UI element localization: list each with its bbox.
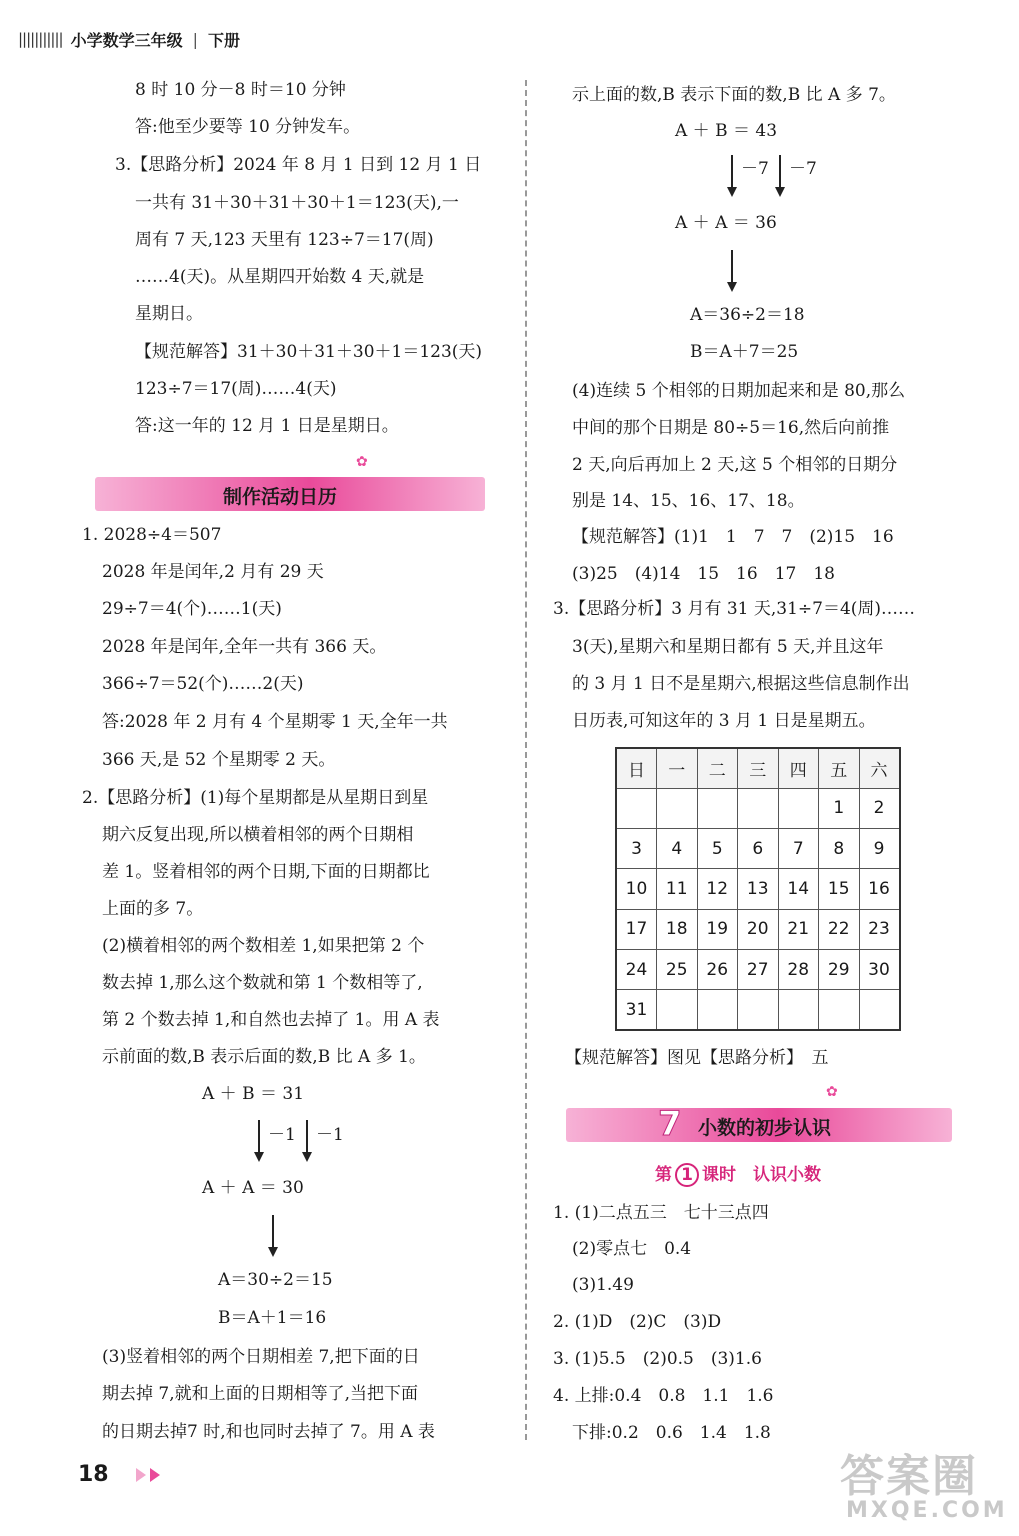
calendar-cell: 8 [819, 829, 860, 869]
text-line: 周有 7 天,123 天里有 123÷7＝17(周) [135, 230, 434, 250]
text-line: 2. (1)D (2)C (3)D [553, 1312, 722, 1332]
calendar-cell [778, 788, 819, 828]
text-line: 3.【思路分析】3 月有 31 天,31÷7＝4(周)…… [553, 599, 916, 619]
calendar-cell: 1 [819, 788, 860, 828]
text-line: (2)横着相邻的两个数相差 1,如果把第 2 个 [102, 936, 425, 956]
page-header [18, 26, 240, 52]
calendar-cell [819, 990, 860, 1030]
calendar-cell: 3 [616, 829, 657, 869]
text-line: 3.【思路分析】2024 年 8 月 1 日到 12 月 1 日 [115, 155, 482, 175]
header-separator: | [192, 29, 198, 49]
calendar-cell: 15 [819, 869, 860, 909]
calendar-cell: 4 [657, 829, 698, 869]
calendar-cell: 7 [778, 829, 819, 869]
equation: A＝36÷2＝18 [690, 305, 805, 325]
calendar-row [616, 990, 900, 1030]
calendar-header-cell: 一 [657, 748, 698, 788]
text-line: 的日期去掉7 时,和也同时去掉了 7。用 A 表 [102, 1422, 435, 1442]
column-divider [525, 80, 527, 1440]
text-line: 上面的多 7。 [102, 899, 204, 919]
calendar-cell: 12 [697, 869, 738, 909]
header-volume: 下册 [208, 30, 241, 50]
text-line: 366÷7＝52(个)……2(天) [102, 674, 304, 694]
header-barcode-marks: ||||||||||| [18, 30, 63, 48]
calendar-header-cell: 日 [616, 748, 657, 788]
calendar-table [615, 747, 901, 1031]
text-line: (3)竖着相邻的两个日期相差 7,把下面的日 [102, 1347, 420, 1367]
watermark-url: MXQE.COM [846, 1498, 1008, 1523]
calendar-cell: 14 [778, 869, 819, 909]
text-line: ……4(天)。从星期四开始数 4 天,就是 [135, 267, 425, 287]
calendar-cell: 9 [859, 829, 900, 869]
calendar-header-cell: 二 [697, 748, 738, 788]
calendar-cell: 28 [778, 949, 819, 989]
calendar-header-cell: 六 [859, 748, 900, 788]
text-line: 的 3 月 1 日不是星期六,根据这些信息制作出 [572, 674, 910, 694]
text-line: 123÷7＝17(周)……4(天) [135, 379, 337, 399]
text-line: 2 天,向后再加上 2 天,这 5 个相邻的日期分 [572, 455, 898, 475]
calendar-cell: 16 [859, 869, 900, 909]
triangle-icon [136, 1468, 146, 1482]
lesson-number-badge: 1 [675, 1163, 699, 1187]
text-line: 【规范解答】图见【思路分析】 五 [565, 1048, 829, 1068]
text-line: 别是 14、15、16、17、18。 [572, 491, 805, 511]
arrow-down-icon [272, 1215, 274, 1255]
watermark-logo [840, 1440, 1008, 1523]
calendar-row [616, 829, 900, 869]
lesson-prefix: 第 [655, 1165, 672, 1185]
text-line: 下排:0.2 0.6 1.4 1.8 [572, 1423, 771, 1443]
calendar-header-cell: 五 [819, 748, 860, 788]
section-banner [95, 477, 485, 511]
text-line: 期去掉 7,就和上面的日期相等了,当把下面 [102, 1384, 419, 1404]
calendar-cell [778, 990, 819, 1030]
text-line: 2028 年是闰年,全年一共有 366 天。 [102, 637, 387, 657]
calendar-cell: 25 [657, 949, 698, 989]
calendar-header-cell: 四 [778, 748, 819, 788]
arrow-down-icon [731, 250, 733, 290]
equation: A＝30÷2＝15 [218, 1270, 333, 1290]
calendar-cell [738, 788, 779, 828]
text-line: 4. 上排:0.4 0.8 1.1 1.6 [553, 1386, 774, 1406]
calendar-cell: 22 [819, 909, 860, 949]
chapter-number: 7 [658, 1104, 682, 1144]
calendar-cell [616, 788, 657, 828]
text-line: 期六反复出现,所以横着相邻的两个日期相 [102, 825, 414, 845]
text-line: 2.【思路分析】(1)每个星期都是从星期日到星 [82, 788, 429, 808]
text-line: 【规范解答】(1)1 1 7 7 (2)15 16 [572, 527, 894, 547]
calendar-cell: 29 [819, 949, 860, 989]
text-line: 1. (1)二点五三 七十三点四 [553, 1203, 769, 1223]
calendar-cell [657, 788, 698, 828]
calendar-header-row [616, 748, 900, 788]
equation-annotation: －7 [741, 159, 769, 179]
equation-annotation: －1 [316, 1125, 344, 1145]
calendar-row [616, 788, 900, 828]
text-line: 答:他至少要等 10 分钟发车。 [135, 117, 361, 137]
calendar-cell: 21 [778, 909, 819, 949]
equation: B＝A＋1＝16 [218, 1308, 327, 1328]
text-line: 数去掉 1,那么这个数就和第 1 个数相等了, [102, 973, 423, 993]
calendar-cell [697, 990, 738, 1030]
arrow-down-icon [779, 155, 781, 195]
text-line: 8 时 10 分－8 时＝10 分钟 [135, 80, 346, 100]
equation: B＝A＋7＝25 [690, 342, 799, 362]
text-line: 日历表,可知这年的 3 月 1 日是星期五。 [572, 711, 876, 731]
calendar-cell: 6 [738, 829, 779, 869]
arrow-down-icon [306, 1120, 308, 1160]
text-line: (3)1.49 [572, 1275, 634, 1295]
text-line: 29÷7＝4(个)……1(天) [102, 599, 282, 619]
calendar-cell [859, 990, 900, 1030]
calendar-cell: 30 [859, 949, 900, 989]
calendar-cell: 20 [738, 909, 779, 949]
text-line: (4)连续 5 个相邻的日期加起来和是 80,那么 [572, 381, 906, 401]
text-line: 答:这一年的 12 月 1 日是星期日。 [135, 416, 399, 436]
calendar-cell: 17 [616, 909, 657, 949]
text-line: (2)零点七 0.4 [572, 1239, 692, 1259]
calendar-row [616, 869, 900, 909]
calendar-cell [697, 788, 738, 828]
text-line: 1. 2028÷4＝507 [82, 525, 222, 545]
equation-annotation: －1 [268, 1125, 296, 1145]
text-line: 【规范解答】31＋30＋31＋30＋1＝123(天) [135, 342, 483, 362]
calendar-cell: 19 [697, 909, 738, 949]
text-line: 2028 年是闰年,2 月有 29 天 [102, 562, 324, 582]
arrow-down-icon [258, 1120, 260, 1160]
text-line: 星期日。 [135, 304, 203, 324]
equation: A ＋ A ＝ 30 [202, 1178, 304, 1198]
page-number: 18 [78, 1462, 109, 1487]
equation: A ＋ B ＝ 43 [675, 121, 778, 141]
header-book-title: 小学数学三年级 [70, 30, 183, 50]
text-line: 示上面的数,B 表示下面的数,B 比 A 多 7。 [572, 85, 896, 105]
lesson-title: 课时 认识小数 [702, 1165, 821, 1185]
calendar-cell: 26 [697, 949, 738, 989]
text-line: 答:2028 年 2 月有 4 个星期零 1 天,全年一共 [102, 712, 448, 732]
calendar-cell: 11 [657, 869, 698, 909]
text-line: 3. (1)5.5 (2)0.5 (3)1.6 [553, 1349, 762, 1369]
chapter-banner [566, 1104, 952, 1144]
calendar-cell: 23 [859, 909, 900, 949]
calendar-cell: 2 [859, 788, 900, 828]
calendar-cell [738, 990, 779, 1030]
equation: A ＋ B ＝ 31 [202, 1084, 305, 1104]
section-title: 制作活动日历 [223, 486, 338, 508]
calendar-cell: 24 [616, 949, 657, 989]
triangle-icon [150, 1468, 160, 1482]
chapter-title: 小数的初步认识 [698, 1117, 832, 1139]
text-line: 366 天,是 52 个星期零 2 天。 [102, 750, 336, 770]
calendar-cell [657, 990, 698, 1030]
calendar-cell: 10 [616, 869, 657, 909]
text-line: 中间的那个日期是 80÷5＝16,然后向前推 [572, 418, 890, 438]
text-line: (3)25 (4)14 15 16 17 18 [572, 564, 835, 584]
equation-annotation: －7 [789, 159, 817, 179]
calendar-cell: 13 [738, 869, 779, 909]
calendar-cell: 31 [616, 990, 657, 1030]
watermark-text: 答案圈 [840, 1451, 978, 1502]
text-line: 差 1。竖着相邻的两个日期,下面的日期都比 [102, 862, 430, 882]
text-line: 示前面的数,B 表示后面的数,B 比 A 多 1。 [102, 1047, 426, 1067]
text-line: 第 2 个数去掉 1,和自然也去掉了 1。用 A 表 [102, 1010, 440, 1030]
equation: A ＋ A ＝ 36 [675, 213, 777, 233]
text-line: 一共有 31＋30＋31＋30＋1＝123(天),一 [135, 193, 459, 213]
calendar-row [616, 909, 900, 949]
calendar-header-cell: 三 [738, 748, 779, 788]
flower-icon: ✿ [826, 1084, 838, 1100]
arrow-down-icon [731, 155, 733, 195]
calendar-cell: 5 [697, 829, 738, 869]
calendar-cell: 18 [657, 909, 698, 949]
calendar-cell: 27 [738, 949, 779, 989]
calendar-row [616, 949, 900, 989]
flower-icon: ✿ [356, 454, 368, 470]
text-line: 3(天),星期六和星期日都有 5 天,并且这年 [572, 637, 884, 657]
lesson-heading [655, 1160, 821, 1187]
